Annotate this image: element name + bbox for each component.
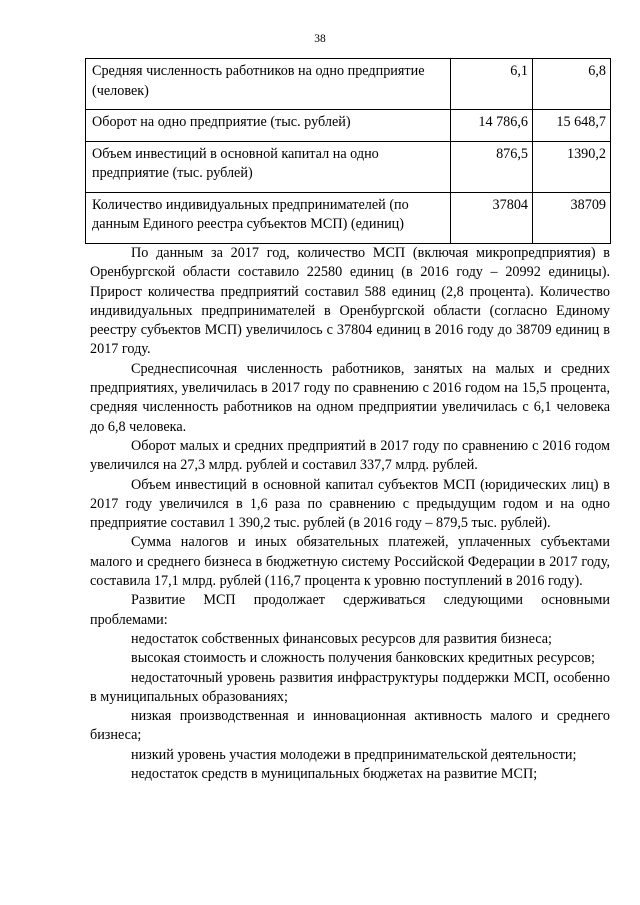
table-row <box>86 59 611 110</box>
table-row <box>86 141 611 192</box>
table-row <box>86 192 611 243</box>
value-2017: 1390,2 <box>533 141 611 192</box>
table-row <box>86 110 611 142</box>
list-item: недостаточный уровень развития инфраструктуры поддержки МСП, особенно в муниципальных образованиях; <box>90 669 610 705</box>
value-2017: 6,8 <box>533 59 611 110</box>
statistics-table <box>85 58 611 244</box>
list-item: недостаток собственных финансовых ресурсов для развития бизнеса; <box>131 630 552 647</box>
row-label: Количество индивидуальных предпринимателей (по данным Единого реестра субъектов МСП) (единиц) <box>86 192 451 243</box>
page-number: 38 <box>314 33 326 45</box>
list-item: низкая производственная и инновационная активность малого и среднего бизнеса; <box>90 708 610 744</box>
value-2017: 38709 <box>533 192 611 243</box>
value-2016: 876,5 <box>451 141 533 192</box>
row-label: Оборот на одно предприятие (тыс. рублей) <box>86 110 451 142</box>
list-item: высокая стоимость и сложность получения банковских кредитных ресурсов; <box>131 650 595 667</box>
value-2016: 14 786,6 <box>451 110 533 142</box>
paragraph: Оборот малых и средних предприятий в 2017 году по сравнению с 2016 годом увеличился на 27,3 млрд. рублей и составил 337,7 млрд. рублей. <box>90 437 610 474</box>
paragraph: Развитие МСП продолжает сдерживаться следующими основными проблемами: <box>90 592 610 628</box>
value-2017: 15 648,7 <box>533 110 611 142</box>
value-2016: 37804 <box>451 192 533 243</box>
paragraph: Объем инвестиций в основной капитал субъектов МСП (юридических лиц) в 2017 году увеличился в 1,6 раза по сравнению с предыдущим годом и на одно предприятие составил 1 390,2 тыс. рублей (в 2016 году – 879,5 тыс. рублей). <box>90 476 610 532</box>
row-label: Средняя численность работников на одно предприятие (человек) <box>86 59 451 110</box>
paragraph: Сумма налогов и иных обязательных платежей, уплаченных субъектами малого и среднего бизнеса в бюджетную систему Российской Федерации в 2017 году, составила 17,1 млрд. рублей (116,7 процента к уровню поступлений в 2016 году). <box>90 534 610 590</box>
paragraph: Среднесписочная численность работников, занятых на малых и средних предприятиях, увеличилась в 2017 году по сравнению с 2016 годом на 15,5 процента, средняя численность работников на одном предприятии увеличилась с 6,1 человека до 6,8 человека. <box>90 360 610 435</box>
paragraph: По данным за 2017 год, количество МСП (включая микропредприятия) в Оренбургской области составило 22580 единиц (в 2016 году – 20992 единицы). Прирост количества предприятий составил 588 единиц (2,8 процента). Количество индивидуальных предпринимателей в Оренбургской области (согласно Единому реестру субъектов МСП) увеличилось с 37804 единиц в 2016 году до 38709 единиц в 2017 году. <box>90 245 610 358</box>
body-text <box>90 244 610 784</box>
list-item: недостаток средств в муниципальных бюджетах на развитие МСП; <box>131 766 538 783</box>
row-label: Объем инвестиций в основной капитал на одно предприятие (тыс. рублей) <box>86 141 451 192</box>
list-item: низкий уровень участия молодежи в предпринимательской деятельности; <box>131 746 577 763</box>
value-2016: 6,1 <box>451 59 533 110</box>
